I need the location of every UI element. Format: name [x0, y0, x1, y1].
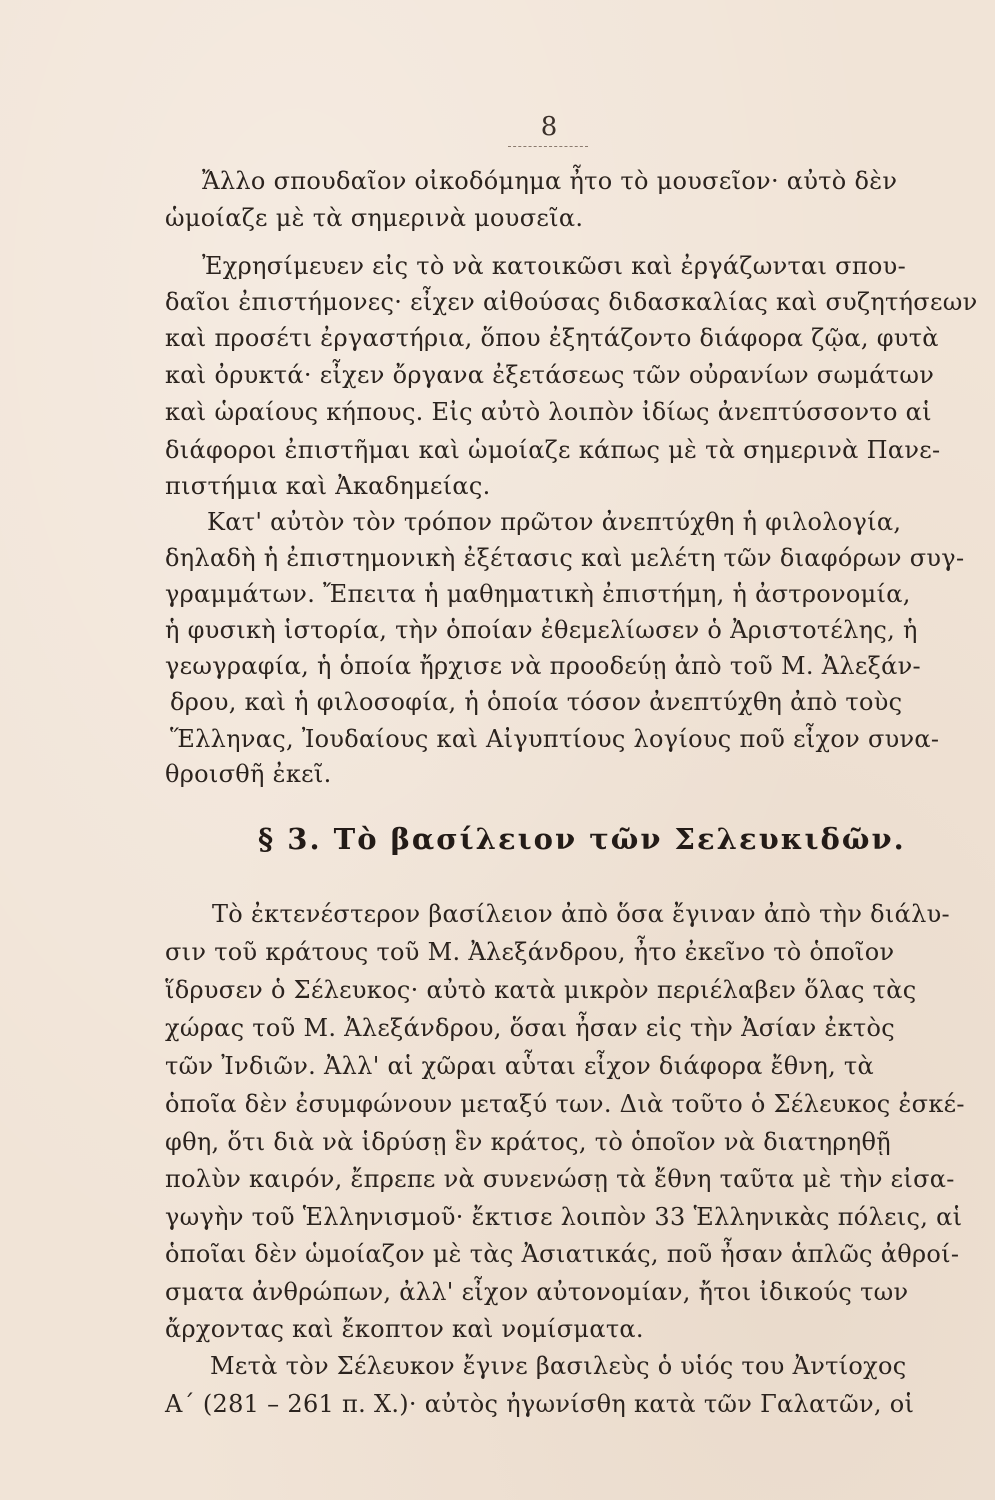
paragraph-line: δαῖοι ἐπιστήμονες· εἶχεν αἰθούσας διδασκαλίας καὶ συζητήσεων	[165, 288, 978, 316]
paragraph-line: Α΄ (281 – 261 π. Χ.)· αὐτὸς ἠγωνίσθη κατὰ τῶν Γαλατῶν, οἱ	[165, 1390, 915, 1418]
paragraph-line: Ἕλληνας, Ἰουδαίους καὶ Αἰγυπτίους λογίους ποῦ εἶχον συνα-	[170, 725, 940, 753]
paragraph-line: ἡ φυσικὴ ἱστορία, τὴν ὁποίαν ἐθεμελίωσεν ὁ Ἀριστοτέλης, ἡ	[165, 616, 918, 644]
paragraph-line: δηλαδὴ ἡ ἐπιστημονικὴ ἐξέτασις καὶ μελέτη τῶν διαφόρων συγ-	[165, 544, 965, 572]
paragraph-line: πολὺν καιρόν, ἔπρεπε νὰ συνενώσῃ τὰ ἔθνη ταῦτα μὲ τὴν εἰσα-	[165, 1165, 955, 1193]
paragraph-line: πιστήμια καὶ Ἀκαδημείας.	[165, 472, 491, 500]
paragraph-line: σιν τοῦ κράτους τοῦ Μ. Ἀλεξάνδρου, ἦτο ἐκεῖνο τὸ ὁποῖον	[165, 938, 895, 966]
section-heading: § 3. Τὸ βασίλειον τῶν Σελευκιδῶν.	[258, 822, 906, 856]
paragraph-line: Μετὰ τὸν Σέλευκον ἔγινε βασιλεὺς ὁ υἱός του Ἀντίοχος	[210, 1352, 907, 1380]
paragraph-line: καὶ ὡραίους κήπους. Εἰς αὐτὸ λοιπὸν ἰδίως ἀνεπτύσσοντο αἱ	[165, 398, 932, 426]
paragraph-line: τῶν Ἰνδιῶν. Ἀλλ' αἱ χῶραι αὗται εἶχον διάφορα ἔθνη, τὰ	[165, 1052, 875, 1080]
paragraph-line: χώρας τοῦ Μ. Ἀλεξάνδρου, ὅσαι ἦσαν εἰς τὴν Ἀσίαν ἐκτὸς	[165, 1014, 895, 1042]
paragraph-line: ὁποῖα δὲν ἐσυμφώνουν μεταξύ των. Διὰ τοῦτο ὁ Σέλευκος ἐσκέ-	[165, 1090, 965, 1118]
paragraph-line: ἵδρυσεν ὁ Σέλευκος· αὐτὸ κατὰ μικρὸν περιέλαβεν ὅλας τὰς	[165, 976, 917, 1004]
paragraph-line: καὶ ὀρυκτά· εἶχεν ὄργανα ἐξετάσεως τῶν οὐρανίων σωμάτων	[165, 361, 935, 389]
paragraph-line: ὡμοίαζε μὲ τὰ σημερινὰ μουσεῖα.	[165, 204, 584, 232]
paragraph-line: γεωγραφία, ἡ ὁποία ἤρχισε νὰ προοδεύῃ ἀπὸ τοῦ Μ. Ἀλεξάν-	[165, 652, 921, 680]
paragraph-line: φθη, ὅτι διὰ νὰ ἱδρύσῃ ἓν κράτος, τὸ ὁποῖον νὰ διατηρηθῇ	[165, 1128, 891, 1156]
paragraph-line: Ἐχρησίμευεν εἰς τὸ νὰ κατοικῶσι καὶ ἐργάζωνται σπου-	[202, 252, 906, 280]
paragraph-line: δρου, καὶ ἡ φιλοσοφία, ἡ ὁποία τόσον ἀνεπτύχθη ἀπὸ τοὺς	[170, 688, 903, 716]
paragraph-line: ὁποῖαι δὲν ὡμοίαζον μὲ τὰς Ἀσιατικάς, ποῦ ἦσαν ἁπλῶς ἀθροί-	[165, 1240, 960, 1268]
page-number: 8	[540, 112, 558, 142]
page-number-rule	[508, 146, 588, 147]
paragraph-line: Κατ' αὐτὸν τὸν τρόπον πρῶτον ἀνεπτύχθη ἡ φιλολογία,	[207, 508, 902, 536]
paragraph-line: θροισθῆ ἐκεῖ.	[165, 760, 332, 788]
paragraph-line: διάφοροι ἐπιστῆμαι καὶ ὡμοίαζε κάπως μὲ τὰ σημερινὰ Πανε-	[165, 436, 941, 464]
paragraph-line: Ἄλλο σπουδαῖον οἰκοδόμημα ἦτο τὸ μουσεῖον· αὐτὸ δὲν	[202, 167, 898, 195]
paragraph-line: Τὸ ἐκτενέστερον βασίλειον ἀπὸ ὅσα ἔγιναν ἀπὸ τὴν διάλυ-	[212, 900, 950, 928]
paragraph-line: σματα ἀνθρώπων, ἀλλ' εἶχον αὐτονομίαν, ἤτοι ἰδικούς των	[165, 1278, 909, 1306]
paragraph-line: καὶ προσέτι ἐργαστήρια, ὅπου ἐξητάζοντο διάφορα ζῷα, φυτὰ	[165, 324, 939, 352]
paragraph-line: γωγὴν τοῦ Ἑλληνισμοῦ· ἔκτισε λοιπὸν 33 Ἑλληνικὰς πόλεις, αἱ	[165, 1203, 963, 1231]
paragraph-line: ἄρχοντας καὶ ἔκοπτον καὶ νομίσματα.	[165, 1315, 644, 1343]
paragraph-line: γραμμάτων. Ἔπειτα ἡ μαθηματικὴ ἐπιστήμη, ἡ ἀστρονομία,	[165, 580, 911, 608]
